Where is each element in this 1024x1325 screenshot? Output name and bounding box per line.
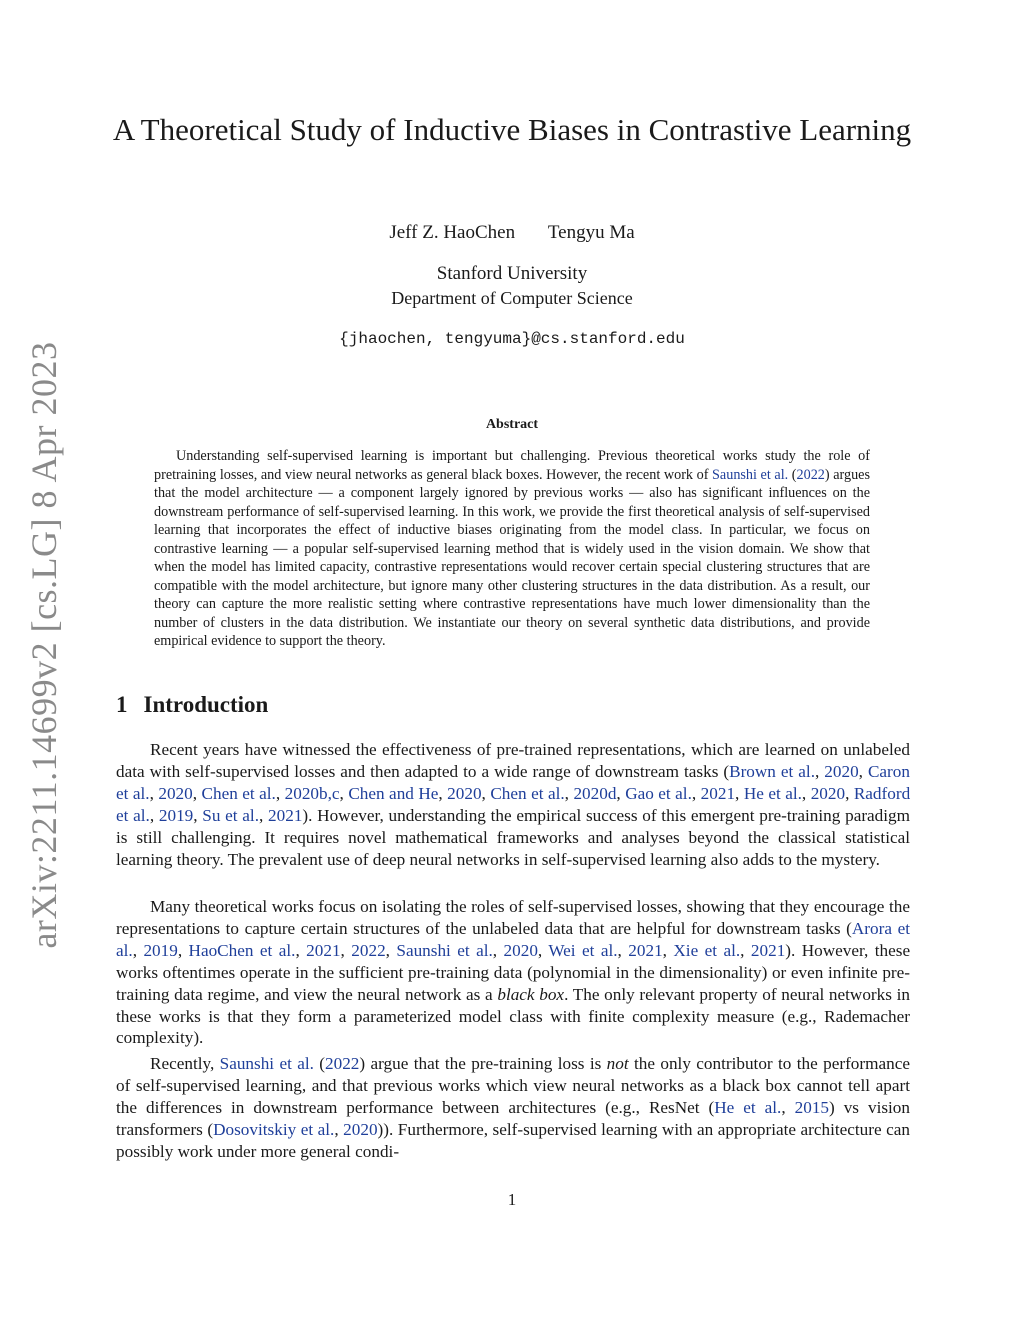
citation-link[interactable]: 2022 xyxy=(796,466,825,483)
intro-paragraph-1: Recent years have witnessed the effectiveness of pre-trained representations, which are learned on unlabeled data with self-supervised losses and then adapted to a wide range of downstream tasks (Brown et al., 2020, Caron et al., 2020, Chen et al., 2020b,c, Chen and He, 2020, Chen et al., 2020d, Gao et al., 2021, He et al., 2020, Radford et al., 2019, Su et al., 2021). However, understanding the empirical success of this emergent pre-training paradigm is still challenging. It requires novel mathematical frameworks and analyses beyond the classical statistical learning theory. The prevalent use of deep neural networks in self-supervised learning also adds to the mystery. xyxy=(116,740,911,869)
citation-link[interactable]: Dosovitskiy et al. xyxy=(213,1119,335,1139)
citation-link[interactable]: Chen et al. xyxy=(490,783,565,803)
citation-link[interactable]: 2021 xyxy=(700,783,736,803)
citation-link[interactable]: 2020d xyxy=(573,783,617,803)
citation-link[interactable]: 2020 xyxy=(824,761,859,781)
citation-link[interactable]: 2022 xyxy=(351,940,386,960)
author-list xyxy=(112,221,912,245)
citation-link[interactable]: Arora et al. xyxy=(116,918,910,960)
citation-link[interactable]: Xie et al. xyxy=(673,940,741,960)
citation-link[interactable]: 2019 xyxy=(158,805,194,825)
citation-link[interactable]: 2021 xyxy=(268,805,303,825)
citation-link[interactable]: He et al. xyxy=(714,1097,782,1117)
citation-link[interactable]: 2020 xyxy=(343,1119,378,1139)
citation-link[interactable]: Brown et al. xyxy=(729,761,815,781)
section-title: Introduction xyxy=(143,692,269,717)
citation-link[interactable]: Radford et al. xyxy=(116,783,911,825)
citation-link[interactable]: Su et al. xyxy=(202,805,260,825)
author-email: {jhaochen, tengyuma}@cs.stanford.edu xyxy=(339,330,685,348)
citation-link[interactable]: He et al. xyxy=(743,783,802,803)
citation-link[interactable]: 2019 xyxy=(143,940,178,960)
citation-link[interactable]: Caron et al. xyxy=(116,761,910,803)
emphasis-text: black box xyxy=(497,984,565,1004)
affiliation-university: Stanford University xyxy=(436,263,588,284)
citation-link[interactable]: Chen and He xyxy=(348,783,439,803)
citation-link[interactable]: 2022 xyxy=(325,1054,360,1073)
citation-link[interactable]: 2020 xyxy=(810,783,846,803)
citation-link[interactable]: 2021 xyxy=(306,940,341,960)
citation-link[interactable]: Gao et al. xyxy=(625,783,692,803)
citation-link[interactable]: 2020 xyxy=(447,783,482,803)
citation-link[interactable]: 2021 xyxy=(750,940,786,960)
citation-link[interactable]: 2020 xyxy=(158,783,193,803)
section-number: 1 xyxy=(116,692,128,717)
affiliation-department: Department of Computer Science xyxy=(391,288,633,308)
abstract-text: Understanding self-supervised learning is important but challenging. Previous theoretical works study the role of pretraining losses, and view neural networks as general black boxes. However, the recent work of Saunshi et al. (2022) argues that the model architecture — a component largely ignored by previous works — also has significant influences on the downstream performance of self-supervised learning. In this work, we provide the first theoretical analysis of self-supervised learning that incorporates the effect of inductive biases originating from the model class. In particular, we focus on contrastive learning — a popular self-supervised learning method that is widely used in the vision domain. We show that when the model has limited capacity, contrastive representations would recover certain special clustering structures that are compatible with the model architecture, but ignore many other clustering structures in the data distribution. As a result, our theory can capture the more realistic setting where contrastive representations have much lower dimensionality than the number of clusters in the data distribution. We instantiate our theory on several synthetic data distributions, and provide empirical evidence to support the theory. xyxy=(154,448,870,649)
citation-link[interactable]: Chen et al. xyxy=(201,783,276,803)
author-name: Tengyu Ma xyxy=(547,222,635,243)
intro-paragraph-2: Many theoretical works focus on isolating the roles of self-supervised losses, showing that they encourage the representations to capture certain structures of the unlabeled data that are helpful for downstream tasks (Arora et al., 2019, HaoChen et al., 2021, 2022, Saunshi et al., 2020, Wei et al., 2021, Xie et al., 2021). However, these works oftentimes operate in the sufficient pre-training data (polynomial in the dimensionality) or even infinite pre-training data regime, and view the neural network as a black box. The only relevant property of neural networks in these works is that they form a parameterized model class with finite complexity measure (e.g., Rademacher complexity). xyxy=(116,897,911,1048)
paper-title: A Theoretical Study of Inductive Biases in Contrastive Learning xyxy=(112,112,912,147)
intro-paragraph-3: Recently, Saunshi et al. (2022) argue that the pre-training loss is not the only contributor to the performance of self-supervised learning, and that previous works which view neural networks as a black box cannot tell apart the differences in downstream performance between architectures (e.g., ResNet (He et al., 2015) vs vision transformers (Dosovitskiy et al., 2020)). Furthermore, self-supervised learning with an appropriate architecture can possibly work under more general condi- xyxy=(116,1054,910,1161)
citation-link[interactable]: Wei et al. xyxy=(548,940,618,960)
citation-link[interactable]: HaoChen et al. xyxy=(188,940,296,960)
emphasis-text: not xyxy=(606,1054,629,1073)
page-number: 1 xyxy=(507,1190,517,1209)
arxiv-side-stamp: arXiv:2211.14699v2 [cs.LG] 8 Apr 2023 xyxy=(24,341,64,949)
citation-link[interactable]: Saunshi et al. xyxy=(712,466,789,483)
citation-link[interactable]: Saunshi et al. xyxy=(396,940,493,960)
citation-link[interactable]: 2021 xyxy=(628,940,663,960)
abstract-heading: Abstract xyxy=(485,417,539,432)
citation-link[interactable]: 2020 xyxy=(503,940,538,960)
section-heading-introduction xyxy=(116,692,268,718)
citation-link[interactable]: Saunshi et al. xyxy=(219,1054,314,1073)
citation-link[interactable]: 2015 xyxy=(794,1097,830,1117)
citation-link[interactable]: 2020b,c xyxy=(284,783,340,803)
author-name: Jeff Z. HaoChen xyxy=(389,222,516,243)
